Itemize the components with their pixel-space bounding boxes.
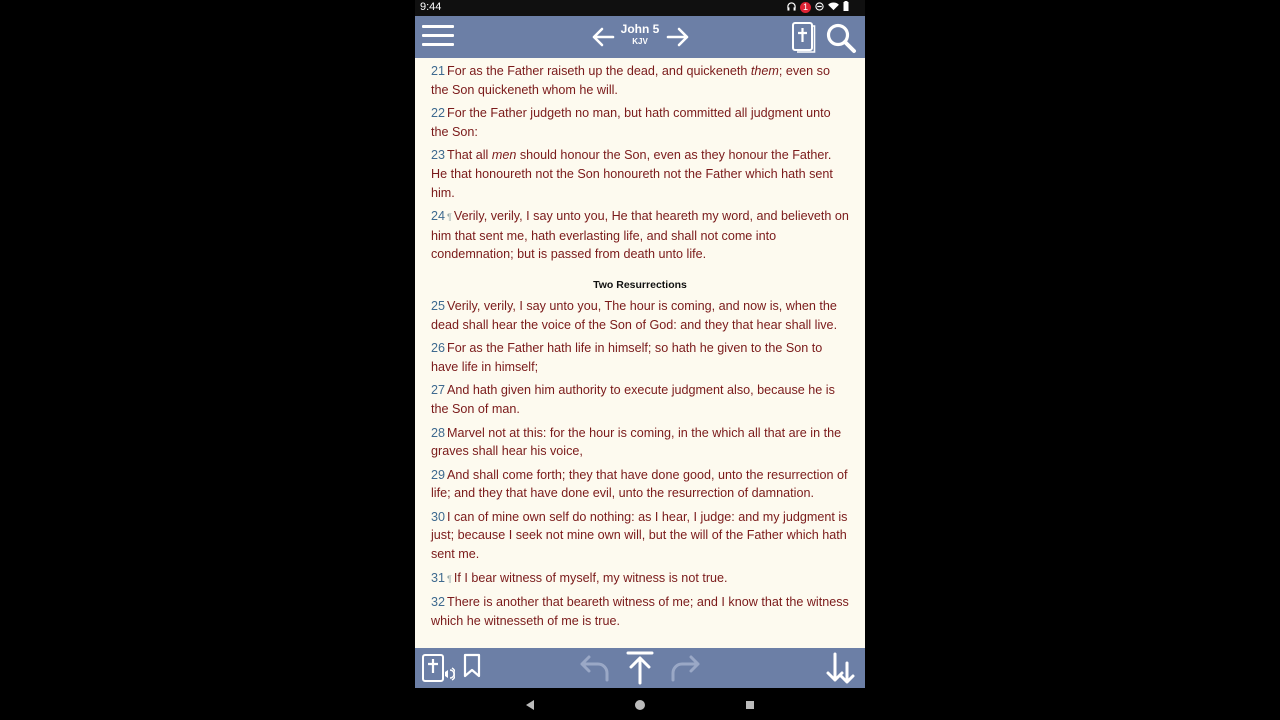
bible-book-icon[interactable] (791, 21, 817, 53)
scroll-top-icon[interactable] (624, 651, 656, 690)
verse-number: 21 (431, 64, 446, 78)
phone-screen (415, 0, 865, 720)
status-bar (415, 0, 865, 16)
verse[interactable] (431, 593, 849, 635)
verse-text: For as the Father raiseth up the dead, and quickeneth them; even so the Son quickeneth whom he will. (431, 64, 830, 97)
verse[interactable] (431, 146, 849, 207)
verse-text: For as the Father hath life in himself; so hath he given to the Son to have life in himself; (431, 341, 823, 374)
wifi-icon (828, 2, 839, 14)
hamburger-icon[interactable] (422, 25, 454, 49)
verse-number: 25 (431, 298, 446, 313)
verse-number: 26 (431, 341, 446, 356)
bottom-toolbar (415, 648, 865, 688)
verse-text: For the Father judgeth no man, but hath committed all judgment unto the Son: (431, 106, 831, 139)
verse-number: 22 (431, 106, 446, 121)
verse[interactable] (431, 569, 849, 594)
verse-text: Marvel not at this: for the hour is coming, in the which all that are in the graves shall hear his voice, (431, 425, 842, 459)
back-icon[interactable] (524, 698, 536, 716)
verse-number: 30 (431, 509, 446, 524)
verse[interactable] (431, 297, 849, 339)
scroll-down-icon[interactable] (825, 651, 859, 690)
top-app-bar (415, 16, 865, 58)
verse-text: There is another that beareth witness of me; and I know that the witness which he witnesseth of me is true. (431, 595, 849, 628)
status-time: 9:44 (420, 1, 442, 13)
chapter-title[interactable] (610, 22, 670, 48)
home-icon[interactable] (634, 698, 646, 716)
paragraph-mark-icon: ¶ (447, 212, 452, 223)
verse-text: That all men should honour the Son, even as they honour the Father. He that honoureth not the Son honoureth not the Father which hath sent him. (431, 148, 833, 200)
verse-number: 28 (431, 425, 446, 440)
verse[interactable] (431, 424, 849, 466)
search-icon[interactable] (825, 22, 857, 54)
verse[interactable] (431, 339, 849, 381)
verse-number: 27 (431, 383, 446, 398)
verse-number: 32 (431, 595, 446, 610)
verse-list (415, 62, 865, 269)
verse-text: If I bear witness of myself, my witness is not true. (453, 570, 728, 585)
bible-text-view[interactable] (415, 58, 865, 648)
do-not-disturb-icon (815, 2, 824, 14)
recents-icon[interactable] (744, 698, 756, 716)
verse-number: 29 (431, 467, 446, 482)
verse-list (415, 297, 865, 636)
verse-text: Verily, verily, I say unto you, The hour is coming, and now is, when the dead shall hear the voice of the Son of God: and they that hear shall live. (431, 298, 838, 332)
verse[interactable] (431, 508, 849, 569)
status-icons (787, 1, 849, 14)
section-heading: Two Resurrections (593, 278, 687, 291)
undo-icon[interactable] (579, 653, 611, 688)
verse-text: And shall come forth; they that have done good, unto the resurrection of life; and they that have done evil, unto the resurrection of damnation. (431, 467, 848, 501)
verse[interactable] (431, 62, 849, 104)
verse-number: 23 (431, 148, 446, 163)
notification-badge: 1 (800, 2, 811, 13)
verse[interactable] (431, 466, 849, 508)
battery-icon (843, 1, 849, 14)
verse-number: 24 (431, 209, 446, 224)
arrow-right-icon[interactable] (665, 24, 691, 50)
verse[interactable] (431, 381, 849, 423)
verse[interactable] (431, 207, 849, 269)
verse-text: Verily, verily, I say unto you, He that heareth my word, and believeth on him that sent me, hath everlasting life, and shall not come into condemnation; but is passed from death unto life. (431, 209, 849, 262)
bookmark-icon[interactable] (462, 653, 482, 684)
verse-text: I can of mine own self do nothing: as I hear, I judge: and my judgment is just; because I seek not mine own will, but the will of the Father which hath sent me. (431, 509, 848, 562)
redo-icon[interactable] (669, 653, 701, 688)
version-label: KJV (632, 37, 648, 46)
headphones-icon (787, 2, 796, 14)
system-navigation-bar (415, 688, 865, 720)
verse-number: 31 (431, 570, 446, 585)
verse-text: And hath given him authority to execute judgment also, because he is the Son of man. (431, 383, 835, 416)
paragraph-mark-icon: ¶ (447, 573, 452, 584)
verse[interactable] (431, 104, 849, 146)
bible-audio-icon[interactable] (421, 652, 455, 689)
book-chapter-label: John 5 (620, 22, 660, 36)
